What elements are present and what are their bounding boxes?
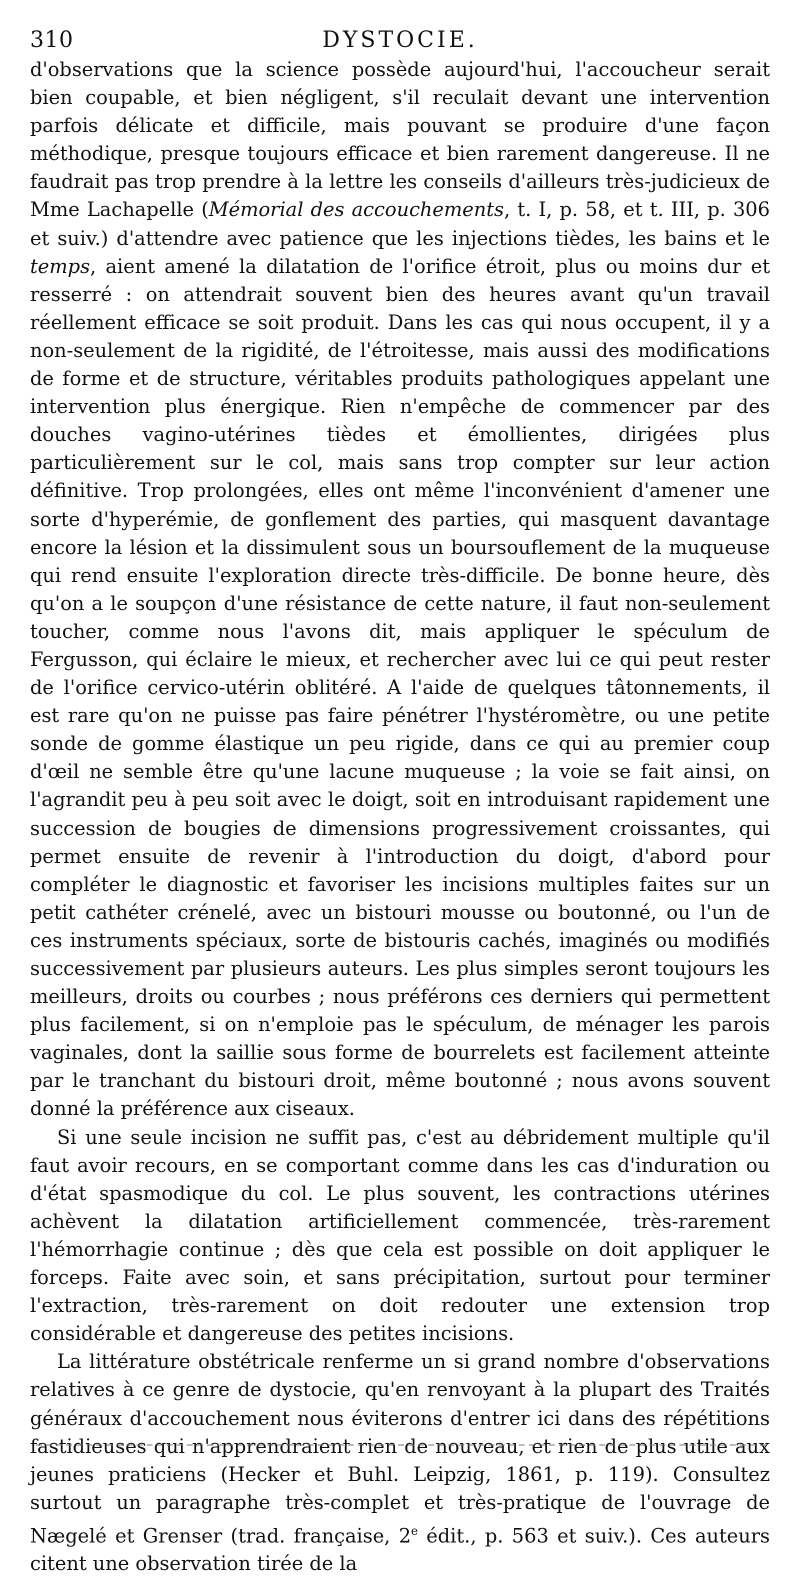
footer-rule	[36, 1444, 766, 1446]
book-page	[30, 22, 770, 1579]
text-run: d'observations que la science possède aujourd'hui, l'accoucheur serait bien coupable, et bien négligent, s'il reculait devant une intervention parfois délicate et difficile, mais pouvant se produire d'une façon méthodique, presque toujours efficace et bien rarement dangereuse. Il ne faudrait pas trop prendre à la lettre les conseils d'ailleurs très-judicieux de Mme Lachapelle (	[30, 58, 770, 222]
text-run: , aient amené la dilatation de l'orifice étroit, plus ou moins dur et resserré : on attendrait souvent bien des heures avant qu'un travail réellement efficace se soit produit. Dans les cas qui nous occupent, il y a non-seulement de la rigidité, de l'étroitesse, mais aussi des modifications de forme et de structure, véritables produits pathologiques appelant une intervention plus énergique. Rien n'empêche de commencer par des douches vagino-utérines tièdes et émollientes, dirigées plus particulièrement sur le col, mais sans trop compter sur leur action définitive. Trop prolongées, elles ont même l'inconvénient d'amener une sorte d'hyperémie, de gonflement des parties, qui masquent davantage encore la lésion et la dissimulent sous un boursouflement de la muqueuse qui rend ensuite l'exploration directe très-difficile. De bonne heure, dès qu'on a le soupçon d'une résistance de cette nature, il faut non-seulement toucher, comme nous l'avons dit, mais appliquer le spéculum de Fergusson, qui éclaire le mieux, et rechercher avec lui ce qui peut rester de l'orifice cervico-utérin oblitéré. A l'aide de quelques tâtonnements, il est rare qu'on ne puisse pas faire pénétrer l'hystéromètre, ou une petite sonde de gomme élastique un peu rigide, dans ce qui au premier coup d'œil ne semble être qu'une lacune muqueuse ; la voie se fait ainsi, on l'agrandit peu à peu soit avec le doigt, soit en introduisant rapidement une succession de bougies de dimensions progressivement croissantes, qui permet ensuite de revenir à l'introduction du doigt, d'abord pour compléter le diagnostic et favoriser les incisions multiples faites sur un petit cathéter crénelé, avec un bistouri mousse ou boutonné, ou l'un de ces instruments spéciaux, sorte de bistouris cachés, imaginés ou modifiés successivement par plusieurs auteurs. Les plus simples seront toujours les meilleurs, droits ou courbes ; nous préférons ces derniers qui permettent plus facilement, si on n'emploie pas le spéculum, de ménager les parois vaginales, dont la saillie sous forme de bourrelets est facilement atteinte par le tranchant du bistouri droit, même boutonné ; nous avons souvent donné la préférence aux ciseaux.	[30, 254, 770, 1121]
page-number: 310	[30, 28, 74, 53]
running-title: DYSTOCIE.	[322, 28, 478, 53]
paragraph	[30, 56, 770, 1124]
text-run: , t. I, p. 58, et t. III, p. 306 et suiv.) d'attendre avec patience que les injections tièdes, les bains et le	[30, 198, 770, 250]
italic-text: Mémorial des accouchements	[208, 198, 504, 222]
italic-text: temps	[30, 254, 91, 278]
paragraph	[30, 1348, 770, 1578]
text-run: Si une seule incision ne suffit pas, c'est au débridement multiple qu'il faut avoir recours, en se comportant comme dans les cas d'induration ou d'état spasmodique du col. Le plus souvent, les contractions utérines achèvent la dilatation artificiellement commencée, très-rarement l'hémorrhagie continue ; dès que cela est possible on doit appliquer le forceps. Faite avec soin, et sans précipitation, surtout pour terminer l'extraction, très-rarement on doit redouter une extension trop considérable et dangereuse des petites incisions.	[30, 1125, 770, 1346]
page-header	[30, 22, 770, 56]
text-run: La littérature obstétricale renferme un si grand nombre d'observations relatives à ce genre de dystocie, qu'en renvoyant à la plupart des Traités généraux d'accouchement nous éviterons d'entrer ici dans des répétitions fastidieuses qui n'apprendraient rien de nouveau, et rien de plus utile aux jeunes praticiens (Hecker et Buhl. Leipzig, 1861, p. 119). Consultez surtout un paragraphe très-complet et très-pratique de l'ouvrage de Nægelé et Grenser (trad. française, 2	[30, 1350, 770, 1548]
paragraph	[30, 1124, 770, 1349]
superscript-text: e	[411, 1523, 418, 1538]
text-run: édit., p. 563 et suiv.). Ces auteurs citent une observation tirée de la	[30, 1524, 770, 1576]
body-text	[30, 56, 770, 1579]
